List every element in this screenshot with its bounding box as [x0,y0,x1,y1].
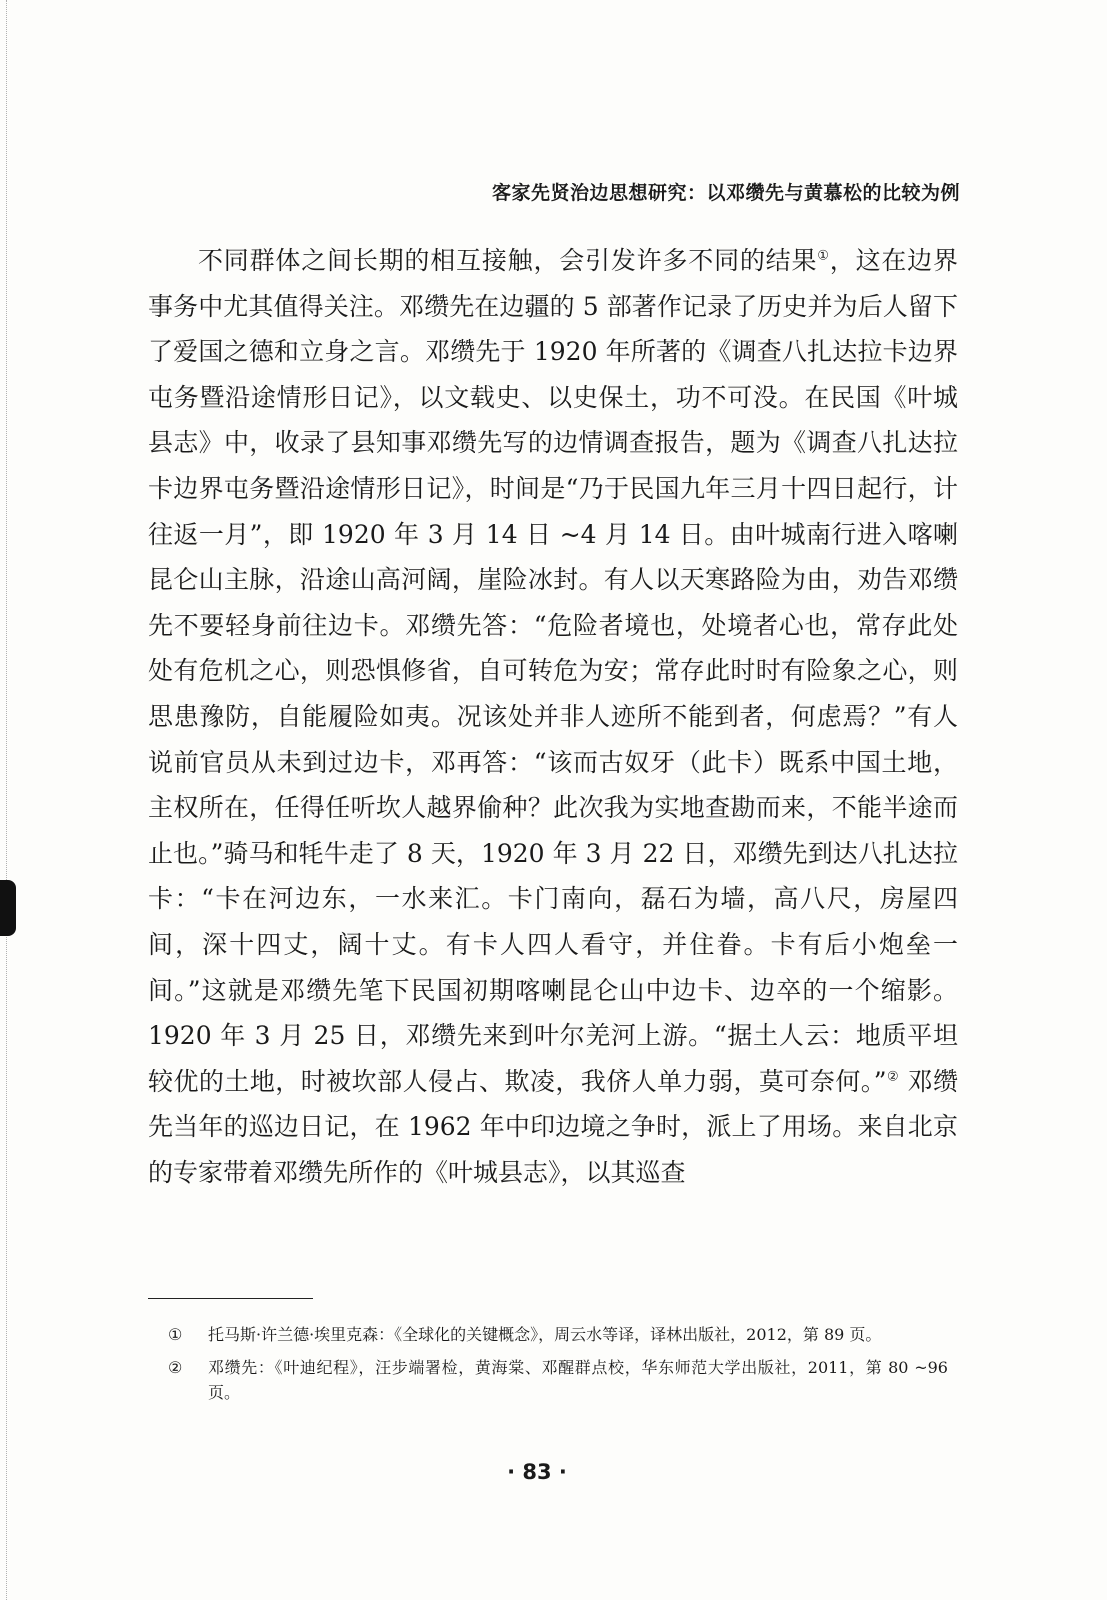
running-header: 客家先贤治边思想研究：以邓缵先与黄慕松的比较为例 [491,182,960,204]
paragraph-text-start: 不同群体之间长期的相互接触，会引发许多不同的结果 [198,246,818,275]
paragraph-text-middle: ，这在边界事务中尤其值得关注。邓缵先在边疆的 5 部著作记录了历史并为后人留下了爱国之德和立身之言。邓缵先于 1920 年所著的《调查八扎达拉卡边界屯务暨沿途情形日记》，以文载史、以史保土，功不可没。在民国《叶城县志》中，收录了县知事邓缵先写的边情调查报告，题为《调查八扎达拉卡边界屯务暨沿途情形日记》，时间是“乃于民国九年三月十四日起行，计往返一月”，即 1920 年 3 月 14 日 ~4 月 14 日。由叶城南行进入喀喇昆仑山主脉，沿途山高河阔，崖险冰封。有人以天寒路险为由，劝告邓缵先不要轻身前往边卡。邓缵先答：“危险者境也，处境者心也，常存此处处有危机之心，则恐惧修省，自可转危为安；常存此时时有险象之心，则思患豫防，自能履险如夷。况该处并非人迹所不能到者，何虑焉？”有人说前官员从未到过边卡，邓再答：“该而古奴牙（此卡）既系中国土地，主权所在，任得任听坎人越界偷种？此次我为实地查勘而来，不能半途而止也。”骑马和牦牛走了 8 天，1920 年 3 月 22 日，邓缵先到达八扎达拉卡：“卡在河边东，一水来汇。卡门南向，磊石为墙，高八尺，房屋四间，深十四丈，阔十丈。有卡人四人看守，并住眷。卡有后小炮垒一间。”这就是邓缵先笔下民国初期喀喇昆仑山中边卡、边卒的一个缩影。1920 年 3 月 25 日，邓缵先来到叶尔羌河上游。“据土人云：地质平坦较优的土地，时被坎部人侵占、欺凌，我侪人单力弱，莫可奈何。” [148,246,958,1096]
page-number: · 83 · [507,1460,567,1484]
footnote-mark: ① [168,1325,183,1344]
paragraph-text-end: 邓缵先当年的巡边日记，在 1962 年中印边境之争时，派上了用场。来自北京的专家带着邓缵先所作的《叶城县志》，以其巡查 [148,1066,959,1187]
footnote-text: 托马斯·许兰德·埃里克森：《全球化的关键概念》，周云水等译，译林出版社，2012，第 89 页。 [208,1325,882,1344]
footnote-1 [168,1322,948,1347]
body-paragraph [148,238,958,1195]
footnote-mark: ② [168,1358,183,1377]
scan-shadow-mark [0,880,16,936]
footnotes [168,1322,948,1413]
main-text [148,238,958,1195]
footnote-2 [168,1355,948,1405]
footnote-ref-1[interactable]: ① [817,248,830,264]
footnote-text: 邓缵先：《叶迪纪程》，汪步端署检，黄海棠、邓醒群点校，华东师范大学出版社，2011，第 80 ~96 页。 [208,1358,948,1402]
binding-edge [0,0,7,1600]
footnote-ref-2[interactable]: ② [886,1069,900,1085]
footnote-separator [148,1298,313,1299]
